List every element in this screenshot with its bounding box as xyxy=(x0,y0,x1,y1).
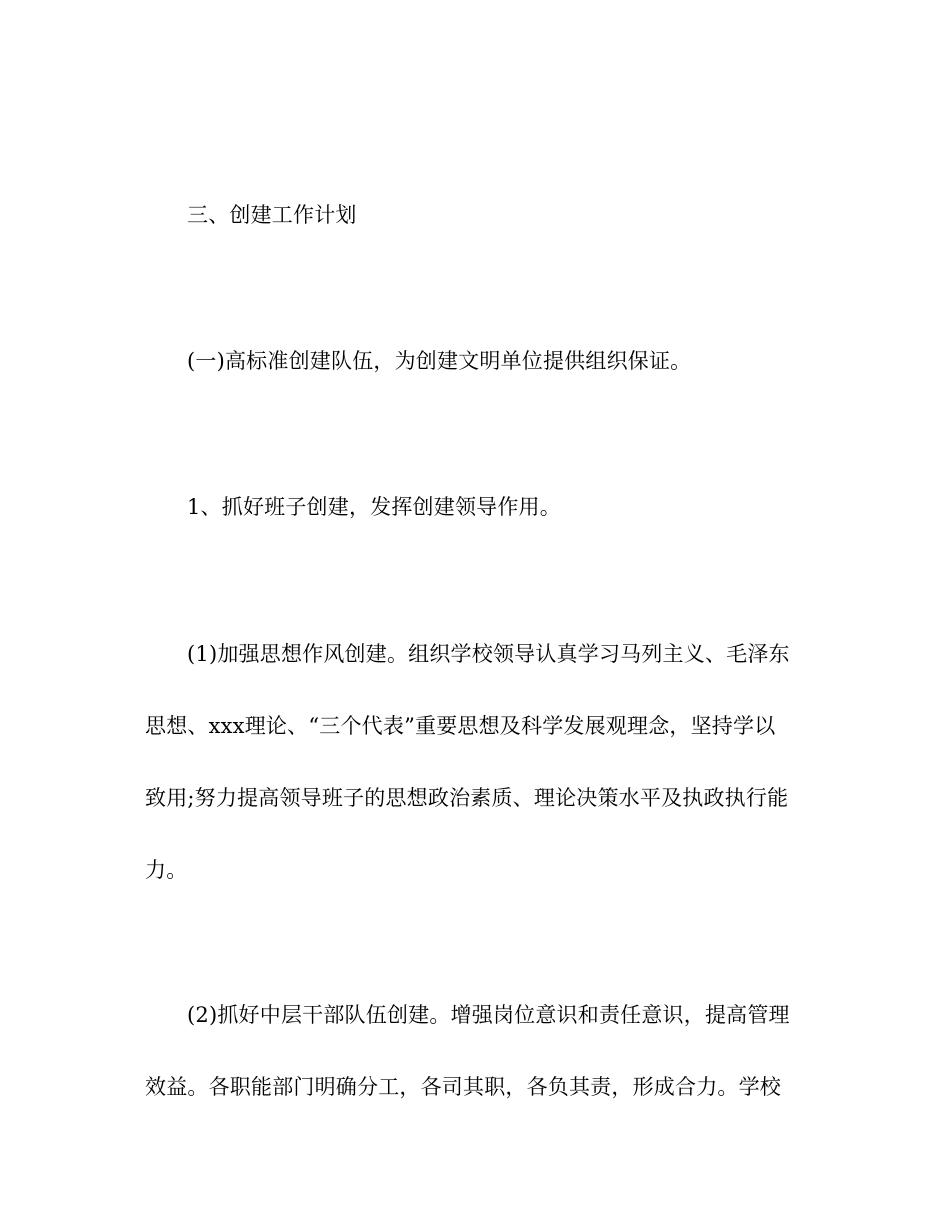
section-heading: 三、创建工作计划 xyxy=(187,203,357,227)
paragraph-line: 力。 xyxy=(145,858,188,882)
paragraph-line: 思想、xxx理论、“三个代表”重要思想及科学发展观理念，坚持学以 xyxy=(145,714,776,738)
paragraph-line: 效益。各职能部门明确分工，各司其职，各负其责，形成合力。学校 xyxy=(145,1075,781,1099)
paragraph-line: 致用;努力提高领导班子的思想政治素质、理论决策水平及执政执行能 xyxy=(145,786,789,810)
paragraph-line: (2)抓好中层干部队伍创建。增强岗位意识和责任意识，提高管理 xyxy=(187,1003,790,1027)
item-heading: 1、抓好班子创建，发挥创建领导作用。 xyxy=(187,495,561,519)
paragraph-line: (1)加强思想作风创建。组织学校领导认真学习马列主义、毛泽东 xyxy=(187,642,790,666)
subsection-heading: (一)高标准创建队伍，为创建文明单位提供组织保证。 xyxy=(187,349,692,373)
